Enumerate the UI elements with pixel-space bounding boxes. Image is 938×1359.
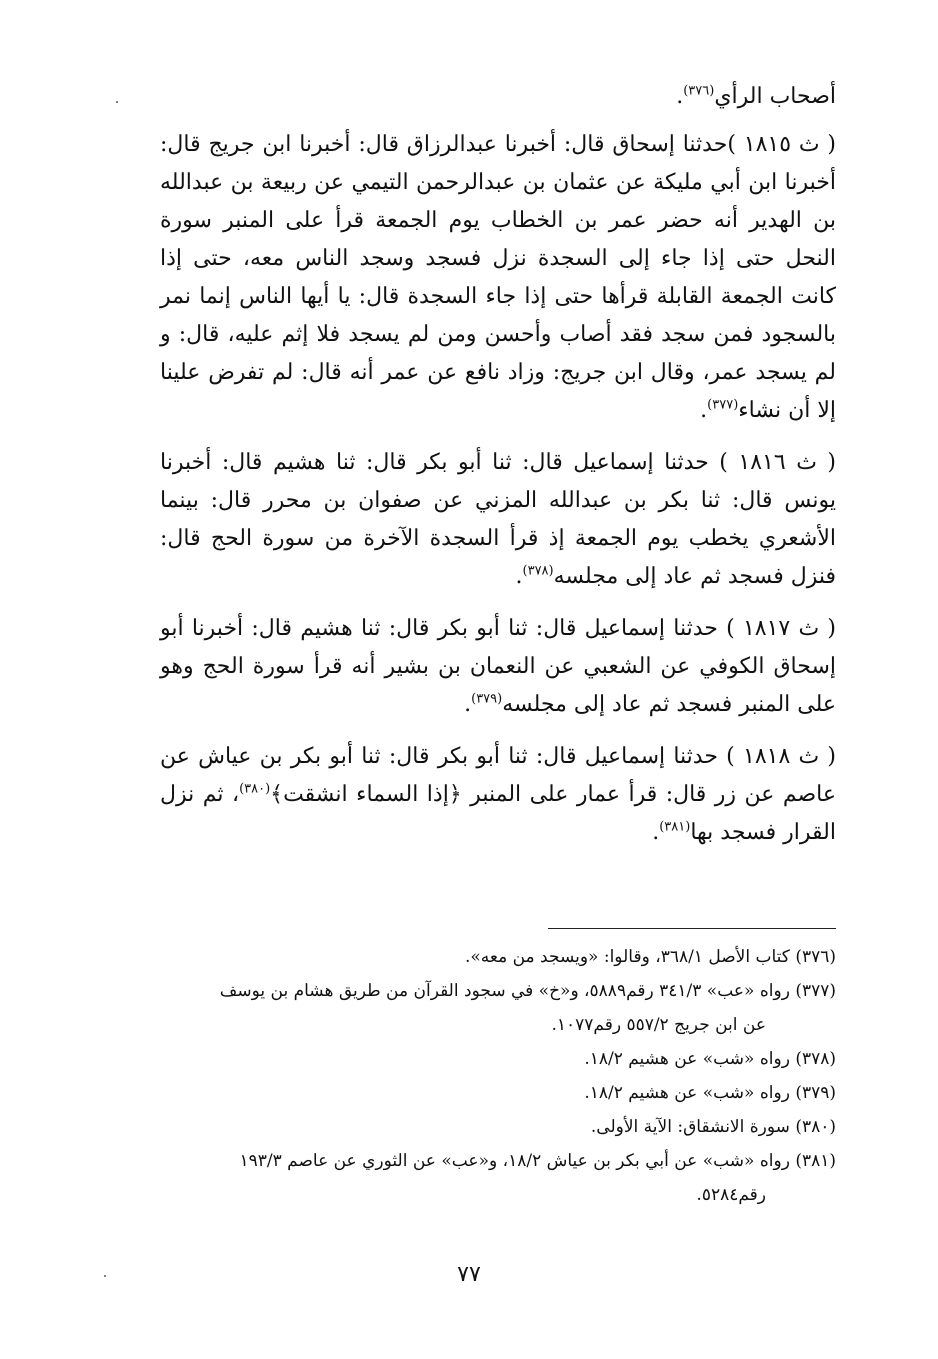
footnote-text: رواه «شب» عن هشيم ١٨/٢. (584, 1049, 790, 1069)
footnote-377 (160, 974, 836, 1008)
footnote-ref: (٣٨٠) (239, 781, 271, 797)
paragraph-text: ( ث ١٨١٨ ) حدثنا إسماعيل قال: ثنا أبو بكر قال: ثنا أبو بكر بن عياش عن عاصم عن زر قال: قرأ عمار على المنبر ﴿إذا السماء انشقت﴾ (160, 744, 837, 807)
footnote-number: (٣٨١) (795, 1151, 836, 1171)
speck (116, 101, 118, 103)
footnotes (160, 940, 836, 1212)
athar-1815: ( ث ١٨١٥ )حدثنا إسحاق قال: أخبرنا عبدالرزاق قال: أخبرنا ابن جريج قال: أخبرنا ابن أبي مليكة عن عثمان بن عبدالرحمن التيمي عن ربيعة بن عبدالله بن الهدير أنه حضر عمر بن الخطاب يوم الجمعة قرأ على المنبر سورة النحل حتى إذا جاء إلى السجدة نزل فسجد وسجد الناس معه، حتى إذا كانت الجمعة القابلة قرأها حتى إذا جاء السجدة قال: يا أيها الناس إنما نمر بالسجود فمن سجد فقد أصاب وأحسن ومن لم يسجد فلا إثم عليه، قال: و لم يسجد عمر، وقال ابن جريج: وزاد نافع عن عمر أنه قال: لم تفرض علينا إلا أن نشاء$^{(٣٧٧)}$. (160, 132, 836, 423)
footnote-text: سورة الانشقاق: الآية الأولى. (590, 1117, 790, 1137)
footnote-number: (٣٧٩) (795, 1083, 836, 1103)
footnote-number: (٣٧٧) (795, 981, 836, 1001)
footnote-text: رقم٥٢٨٤. (696, 1185, 766, 1205)
paragraph-text: ( ث ١٨١٥ )حدثنا إسحاق قال: أخبرنا عبدالرزاق قال: أخبرنا ابن جريج قال: أخبرنا ابن أبي مليكة عن عثمان بن عبدالرحمن التيمي عن ربيعة بن عبدالله بن الهدير أنه حضر عمر بن الخطاب يوم الجمعة قرأ على المنبر سورة النحل حتى إذا جاء إلى السجدة نزل فسجد وسجد الناس معه، حتى إذا كانت الجمعة القابلة قرأها حتى إذا جاء السجدة قال: يا أيها الناس إنما نمر بالسجود فمن سجد فقد أصاب وأحسن ومن لم يسجد فلا إثم عليه، قال: و لم يسجد عمر، وقال ابن جريج: وزاد نافع عن عمر أنه قال: لم تفرض علينا إلا أن نشاء (160, 132, 836, 423)
footnote-376 (160, 940, 836, 974)
footnote-text: رواه «شب» عن هشيم ١٨/٢. (584, 1083, 790, 1103)
footnote-text: عن ابن جريج ٥٥٧/٢ رقم١٠٧٧. (551, 1015, 766, 1035)
footnote-381-continued (160, 1178, 836, 1212)
paragraph-text: ( ث ١٨١٦ ) حدثنا إسماعيل قال: ثنا أبو بكر قال: ثنا هشيم قال: أخبرنا يونس قال: ثنا بكر بن عبدالله المزني عن صفوان بن محرر قال: بينما الأشعري يخطب يوم الجمعة إذ قرأ السجدة الآخرة من سورة الحج قال: فنزل فسجد ثم عاد إلى مجلسه (160, 450, 836, 589)
footnote-379 (160, 1076, 836, 1110)
footnote-ref: (٣٧٦) (683, 83, 715, 99)
main-text (160, 78, 836, 866)
athar-1818: ( ث ١٨١٨ ) حدثنا إسماعيل قال: ثنا أبو بكر قال: ثنا أبو بكر بن عياش عن عاصم عن زر قال: قرأ عمار على المنبر ﴿إذا السماء انشقت﴾$^{(٣٨٠)}$، ثم نزل القرار فسجد بها$^{(٣٨١)}$. (160, 744, 837, 845)
footnote-number: (٣٧٦) (795, 947, 836, 967)
athar-1817: ( ث ١٨١٧ ) حدثنا إسماعيل قال: ثنا أبو بكر قال: ثنا هشيم قال: أخبرنا أبو إسحاق الكوفي عن الشعبي عن النعمان بن بشير أنه قرأ سورة الحج وهو على المنبر فسجد ثم عاد إلى مجلسه$^{(٣٧٩)}$. (160, 616, 836, 717)
footnote-text: رواه «شب» عن أبي بكر بن عياش ١٨/٢، و«عب» عن الثوري عن عاصم ١٩٣/٣ (239, 1151, 790, 1171)
footnote-ref: (٣٧٨) (522, 563, 554, 579)
athar-1816: ( ث ١٨١٦ ) حدثنا إسماعيل قال: ثنا أبو بكر قال: ثنا هشيم قال: أخبرنا يونس قال: ثنا بكر بن عبدالله المزني عن صفوان بن محرر قال: بينما الأشعري يخطب يوم الجمعة إذ قرأ السجدة الآخرة من سورة الحج قال: فنزل فسجد ثم عاد إلى مجلسه$^{(٣٧٨)}$. (160, 450, 836, 589)
paragraph-text-continued: ، ثم نزل القرار فسجد بها (160, 782, 836, 845)
opening-line: أصحاب الرأي$^{(٣٧٦)}$. (676, 83, 836, 109)
footnote-text: كتاب الأصل ٣٦٨/١، وقالوا: «ويسجد من معه». (464, 947, 790, 967)
page-number: ٧٧ (457, 1262, 481, 1287)
footnote-380 (160, 1110, 836, 1144)
footnote-text: رواه «عب» ٣٤١/٣ رقم٥٨٨٩، و«خ» في سجود القرآن من طريق هشام بن يوسف (219, 981, 790, 1001)
footnote-377-continued (160, 1008, 836, 1042)
footnote-381 (160, 1144, 836, 1178)
paragraph-text: ( ث ١٨١٧ ) حدثنا إسماعيل قال: ثنا أبو بكر قال: ثنا هشيم قال: أخبرنا أبو إسحاق الكوفي عن الشعبي عن النعمان بن بشير أنه قرأ سورة الحج وهو على المنبر فسجد ثم عاد إلى مجلسه (160, 616, 836, 717)
footnote-number: (٣٨٠) (795, 1117, 836, 1137)
footnote-number: (٣٧٨) (795, 1049, 836, 1069)
footnote-ref: (٣٧٩) (471, 691, 503, 707)
footnote-ref: (٣٨١) (659, 819, 691, 835)
footnote-378 (160, 1042, 836, 1076)
opening-text: أصحاب الرأي (714, 84, 836, 109)
footnote-separator (548, 928, 836, 929)
footnote-ref: (٣٧٧) (707, 397, 739, 413)
